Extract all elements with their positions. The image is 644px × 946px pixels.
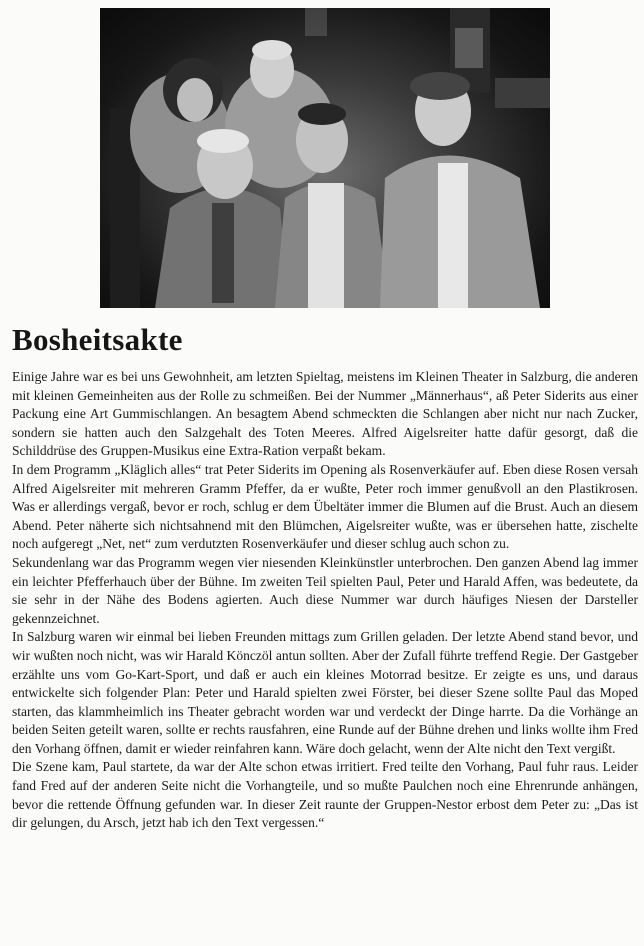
paragraph: In Salzburg waren wir einmal bei lieben Freunden mittags zum Grillen geladen. Der letzte Abend stand bevor, und wir wußten noch nicht, was wir Harald Könczöl antun sollten. Aber der Zufall führte treffend Regie. Der Gastgeber erzählte uns vom Go-Kart-Sport, und daß er auch ein kleines Motorrad besitze. Er zeigte es uns, und daraus entwickelte sich folgender Plan: Peter und Harald spielten zwei Förster, bei dieser Szene sollte Paul das Moped starten, das klammheimlich ins Theater gebracht worden war und verdeckt der Dinge harrte. Da die Vorhänge an beiden Seiten geteilt waren, sollte er rechts rausfahren, eine Runde auf der Bühne drehen und links wollte ihm Fred den Vorhang öffnen, damit er wieder reinfahren kann. Wäre doch gelacht, wenn der Alte nicht den Text vergißt. (12, 629, 638, 756)
paragraph: Einige Jahre war es bei uns Gewohnheit, am letzten Spieltag, meistens im Kleinen Theater in Salzburg, die anderen mit kleinen Gemeinheiten aus der Rolle zu schmeißen. Bei der Nummer „Männerhaus“, aß Peter Siderits aus einer Packung eine Art Gummischlangen. An besagtem Abend schmeckten die Schlangen aber nicht nur nach Zucker, sondern sie hatten auch den Salzgehalt des Toten Meeres. Alfred Aigelsreiter hatte dafür gesorgt, daß die Schilddrüse des Gruppen-Musikus eine Extra-Ration verpaßt bekam. (12, 369, 638, 459)
paragraph: In dem Programm „Kläglich alles“ trat Peter Siderits im Opening als Rosenverkäufer auf. Eben diese Rosen versah Alfred Aigelsreiter mit mehreren Gramm Pfeffer, da er wußte, Peter roch immer genußvoll an den Plastikrosen. Was er allerdings vergaß, bevor er roch, schlug er dem Übeltäter immer die Blumen auf die Brust. Auch an diesem Abend. Peter näherte sich nichtsahnend mit den Blümchen, Aigelsreiter wußte, was er übersehen hatte, zischelte noch aufgeregt „Net, net“ zum verdutzten Rosenverkäufer und dieser schlug auch schon zu. (12, 461, 638, 552)
article-body (12, 368, 638, 833)
article-title: Bosheitsakte (12, 322, 183, 357)
paragraph: Die Szene kam, Paul startete, da war der Alte schon etwas irritiert. Fred teilte den Vorhang, Paul fuhr raus. Leider fand Fred auf der anderen Seite nicht die Vorhangteile, und so mußte Paulchen noch eine Ehrenrunde anhängen, bevor die rettende Öffnung gefunden war. In dieser Zeit raunte der Gruppen-Nestor erbost dem Peter zu: „Das ist dir gelungen, du Arsch, jetzt hab ich den Text vergessen.“ (12, 759, 638, 831)
paragraph: Sekundenlang war das Programm wegen vier niesenden Kleinkünstler unterbrochen. Den ganzen Abend lag immer ein leichter Pfefferhauch über der Bühne. Im zweiten Teil spielten Paul, Peter und Harald Affen, was bedeutete, da sie sehr in der Nähe des Bodens agierten. Auch diese Nummer war durch häufiges Niesen der Darsteller gekennzeichnet. (12, 554, 638, 626)
group-photo (100, 8, 550, 308)
group-photo-icon (100, 8, 550, 308)
